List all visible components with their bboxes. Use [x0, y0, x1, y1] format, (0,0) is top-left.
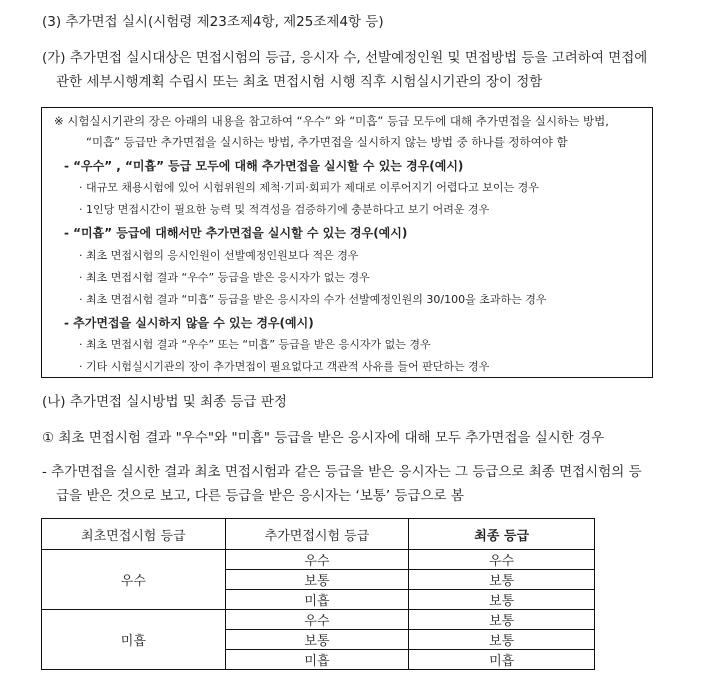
final-grade-cell: 미흡 [409, 650, 595, 670]
additional-grade-cell: 보통 [225, 570, 409, 590]
table-row [42, 610, 595, 630]
subsection-heading: (나) 추가면접 실시방법 및 최종 등급 판정 [42, 394, 287, 410]
initial-grade-cell: 미흡 [42, 610, 226, 670]
box-section1-item: · 1인당 면접시간이 필요한 능력 및 적격성을 검증하기에 충분하다고 보기 어려운 경우 [79, 203, 490, 216]
additional-grade-cell: 보통 [225, 630, 409, 650]
guidance-box [41, 107, 653, 378]
table-header: 최초면접시험 등급 [42, 519, 226, 550]
initial-grade-cell: 우수 [42, 550, 226, 610]
additional-grade-cell: 우수 [225, 550, 409, 570]
box-section3-item: · 최초 면접시험 결과 “우수” 또는 “미흡” 등급을 받은 응시자가 없는 경우 [79, 338, 431, 351]
final-grade-cell: 보통 [409, 610, 595, 630]
table-header: 추가면접시험 등급 [225, 519, 409, 550]
table-header-row [42, 519, 595, 550]
additional-grade-cell: 우수 [225, 610, 409, 630]
paragraph-ga-line2: 관한 세부시행계획 수립시 또는 최초 면접시험 시행 직후 시험실시기관의 장이 정함 [56, 74, 543, 90]
table-row [42, 550, 595, 570]
final-grade-cell: 보통 [409, 630, 595, 650]
additional-grade-cell: 미흡 [225, 650, 409, 670]
additional-grade-cell: 미흡 [225, 590, 409, 610]
table-header: 최종 등급 [409, 519, 595, 550]
final-grade-cell: 우수 [409, 550, 595, 570]
paragraph-ga-line1: (가) 추가면접 실시대상은 면접시험의 등급, 응시자 수, 선발예정인원 및 면접방법 등을 고려하여 면접에 [42, 50, 648, 66]
box-note-line1: ※ 시험실시기관의 장은 아래의 내용을 참고하여 “우수” 와 “미흡” 등급 모두에 대해 추가면접을 실시하는 방법, [54, 114, 609, 128]
numbered-item: ① 최초 면접시험 결과 "우수"와 "미흡" 등급을 받은 응시자에 대해 모두 추가면접을 실시한 경우 [42, 430, 605, 446]
box-section1-item: · 대규모 채용시험에 있어 시험위원의 제척·기피·회피가 제대로 이루어지기 어렵다고 보이는 경우 [79, 181, 539, 194]
dash-paragraph-line2: 급을 받은 것으로 보고, 다른 등급을 받은 응시자는 ‘보통’ 등급으로 봄 [56, 488, 464, 504]
box-section3-item: · 기타 시험실시기관의 장이 추가면접이 필요없다고 객관적 사유를 들어 판단하는 경우 [79, 360, 490, 373]
section-heading: (3) 추가면접 실시(시험령 제23조제4항, 제25조제4항 등) [42, 14, 384, 30]
box-section2-item: · 최초 면접시험 결과 “미흡” 등급을 받은 응시자의 수가 선발예정인원의 30/100을 초과하는 경우 [79, 293, 547, 306]
box-section2-item: · 최초 면접시험 결과 “우수” 등급을 받은 응시자가 없는 경우 [79, 271, 370, 284]
box-section3-title: - 추가면접을 실시하지 않을 수 있는 경우(예시) [64, 316, 314, 330]
box-section2-item: · 최초 면접시험의 응시인원이 선발예정인원보다 적은 경우 [79, 249, 359, 262]
box-note-line2: “미흡” 등급만 추가면접을 실시하는 방법, 추가면접을 실시하지 않는 방법 중 하나를 정하여야 함 [86, 135, 568, 149]
final-grade-cell: 보통 [409, 570, 595, 590]
box-section2-title: - “미흡” 등급에 대해서만 추가면접을 실시할 수 있는 경우(예시) [64, 226, 408, 240]
dash-paragraph-line1: - 추가면접을 실시한 결과 최초 면접시험과 같은 등급을 받은 응시자는 그 등급으로 최종 면접시험의 등 [42, 464, 642, 480]
grade-table [41, 518, 595, 670]
box-section1-title: - “우수” , “미흡” 등급 모두에 대해 추가면접을 실시할 수 있는 경우(예시) [64, 159, 464, 173]
final-grade-cell: 보통 [409, 590, 595, 610]
